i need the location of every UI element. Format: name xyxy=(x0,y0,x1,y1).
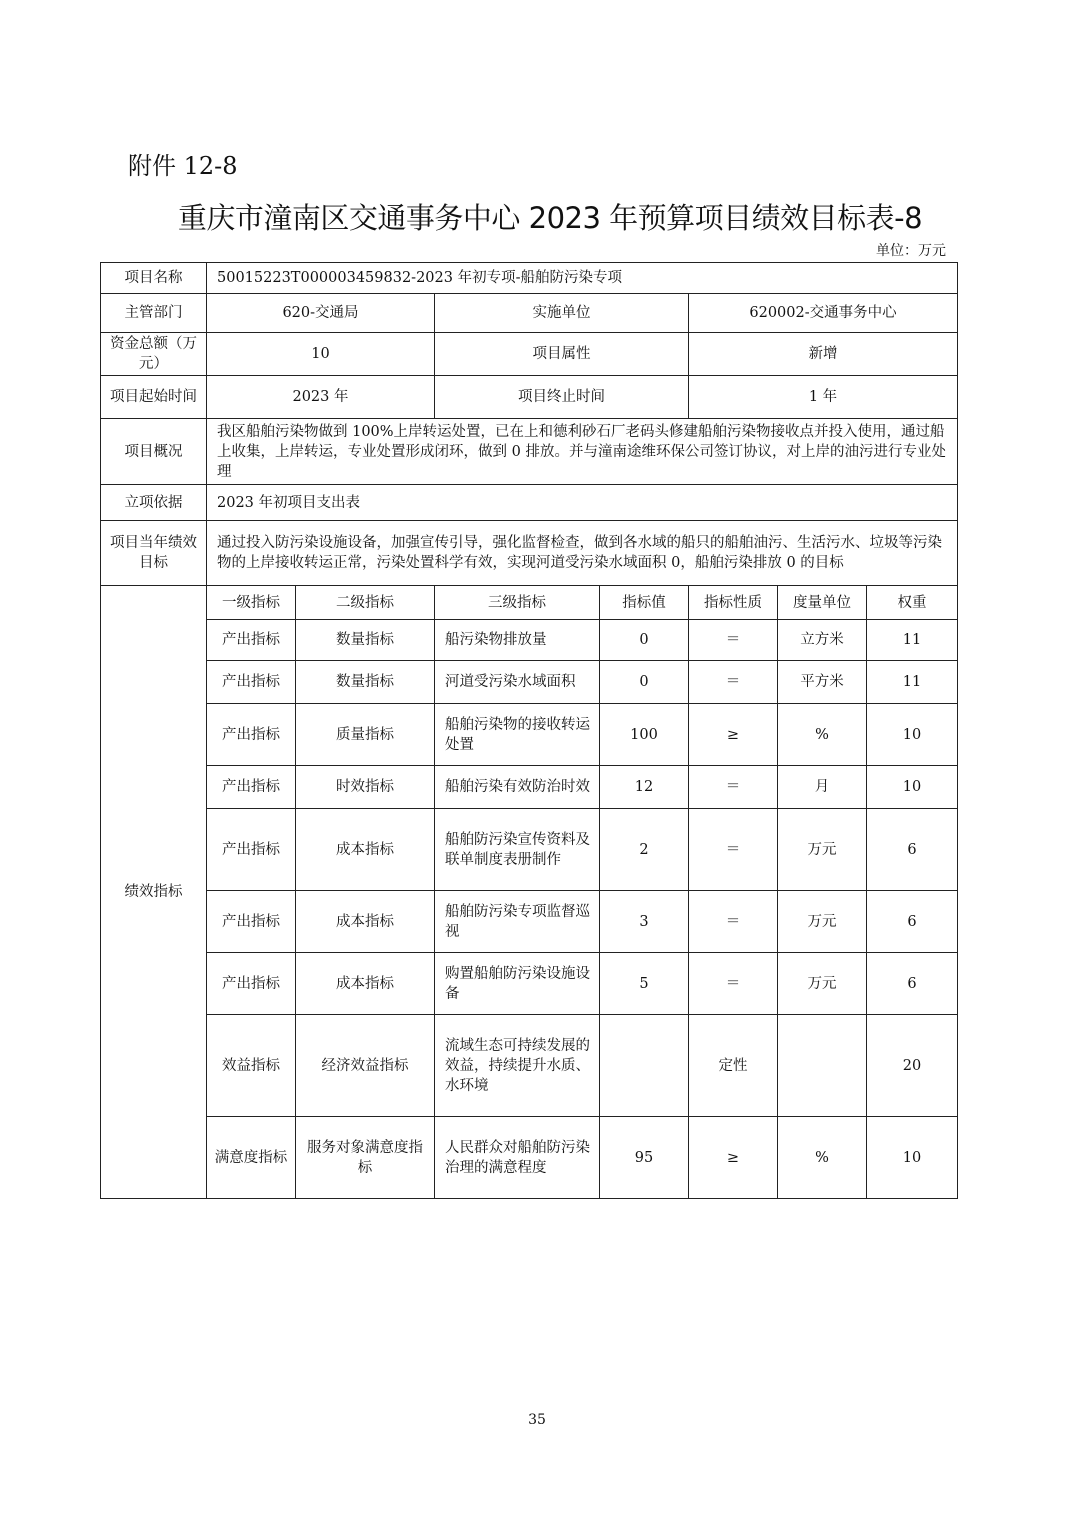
goal-value: 通过投入防污染设施设备，加强宣传引导，强化监督检查，做到各水域的船只的船舶油污、生活污水、垃圾等污染物的上岸接收转运正常，污染处置科学有效，实现河道受污染水域面积 0，船舶污染排放 0 的目标 xyxy=(207,521,958,586)
header-unit: 度量单位 xyxy=(778,586,867,620)
table-row xyxy=(101,1117,958,1199)
cell-level3: 船污染物排放量 xyxy=(435,620,600,661)
header-nature: 指标性质 xyxy=(689,586,778,620)
project-name-label: 项目名称 xyxy=(101,263,207,294)
dept-value: 620-交通局 xyxy=(207,294,435,333)
overview-label: 项目概况 xyxy=(101,419,207,485)
cell-unit: 万元 xyxy=(778,891,867,953)
cell-value: 0 xyxy=(600,620,689,661)
cell-level1: 产出指标 xyxy=(207,766,296,809)
page-title: 重庆市潼南区交通事务中心 2023 年预算项目绩效目标表-8 xyxy=(177,201,923,235)
cell-level1: 产出指标 xyxy=(207,809,296,891)
end-label: 项目终止时间 xyxy=(435,376,689,419)
cell-nature: ≥ xyxy=(689,1117,778,1199)
cell-level3: 船舶防污染宣传资料及联单制度表册制作 xyxy=(435,809,600,891)
cell-unit: 平方米 xyxy=(778,661,867,704)
cell-unit xyxy=(778,1015,867,1117)
cell-level2: 成本指标 xyxy=(296,953,435,1015)
cell-unit: % xyxy=(778,704,867,766)
page-number: 35 xyxy=(528,1412,546,1428)
performance-table xyxy=(100,262,958,1199)
cell-value: 95 xyxy=(600,1117,689,1199)
cell-nature: ≥ xyxy=(689,704,778,766)
cell-value: 0 xyxy=(600,661,689,704)
header-weight: 权重 xyxy=(867,586,958,620)
cell-unit: % xyxy=(778,1117,867,1199)
metrics-label: 绩效指标 xyxy=(101,586,207,1199)
basis-label: 立项依据 xyxy=(101,485,207,521)
cell-nature: ＝ xyxy=(689,620,778,661)
fund-label: 资金总额（万元） xyxy=(101,333,207,376)
dept-label: 主管部门 xyxy=(101,294,207,333)
cell-level2: 服务对象满意度指标 xyxy=(296,1117,435,1199)
attr-label: 项目属性 xyxy=(435,333,689,376)
header-value: 指标值 xyxy=(600,586,689,620)
cell-level1: 产出指标 xyxy=(207,661,296,704)
end-value: 1 年 xyxy=(689,376,958,419)
cell-level3: 购置船舶防污染设施设备 xyxy=(435,953,600,1015)
cell-level2: 成本指标 xyxy=(296,891,435,953)
cell-nature: ＝ xyxy=(689,953,778,1015)
header-level2: 二级指标 xyxy=(296,586,435,620)
impl-label: 实施单位 xyxy=(435,294,689,333)
cell-value: 12 xyxy=(600,766,689,809)
goal-label: 项目当年绩效目标 xyxy=(101,521,207,586)
start-label: 项目起始时间 xyxy=(101,376,207,419)
unit-label: 单位：万元 xyxy=(876,243,946,259)
table-row xyxy=(101,809,958,891)
table-row xyxy=(101,891,958,953)
cell-level1: 满意度指标 xyxy=(207,1117,296,1199)
cell-nature: ＝ xyxy=(689,661,778,704)
cell-level1: 产出指标 xyxy=(207,891,296,953)
table-row xyxy=(101,704,958,766)
cell-weight: 11 xyxy=(867,661,958,704)
cell-weight: 6 xyxy=(867,809,958,891)
impl-value: 620002-交通事务中心 xyxy=(689,294,958,333)
cell-level2: 数量指标 xyxy=(296,620,435,661)
cell-level3: 流域生态可持续发展的效益，持续提升水质、水环境 xyxy=(435,1015,600,1117)
cell-level2: 成本指标 xyxy=(296,809,435,891)
cell-nature: ＝ xyxy=(689,891,778,953)
cell-level3: 人民群众对船舶防污染治理的满意程度 xyxy=(435,1117,600,1199)
cell-level1: 产出指标 xyxy=(207,620,296,661)
header-level3: 三级指标 xyxy=(435,586,600,620)
fund-value: 10 xyxy=(207,333,435,376)
cell-level3: 船舶防污染专项监督巡视 xyxy=(435,891,600,953)
cell-unit: 万元 xyxy=(778,953,867,1015)
cell-weight: 20 xyxy=(867,1015,958,1117)
cell-level2: 质量指标 xyxy=(296,704,435,766)
cell-value: 100 xyxy=(600,704,689,766)
cell-level1: 产出指标 xyxy=(207,953,296,1015)
cell-weight: 10 xyxy=(867,766,958,809)
cell-level2: 数量指标 xyxy=(296,661,435,704)
cell-weight: 11 xyxy=(867,620,958,661)
header-level1: 一级指标 xyxy=(207,586,296,620)
cell-level1: 产出指标 xyxy=(207,704,296,766)
table-row xyxy=(101,661,958,704)
basis-value: 2023 年初项目支出表 xyxy=(207,485,958,521)
table-row xyxy=(101,1015,958,1117)
cell-weight: 10 xyxy=(867,704,958,766)
attr-value: 新增 xyxy=(689,333,958,376)
cell-nature: ＝ xyxy=(689,766,778,809)
cell-weight: 6 xyxy=(867,953,958,1015)
project-name-value: 50015223T000003459832-2023 年初专项-船舶防污染专项 xyxy=(207,263,958,294)
overview-value: 我区船舶污染物做到 100%上岸转运处置，已在上和德利砂石厂老码头修建船舶污染物接收点并投入使用，通过船上收集，上岸转运，专业处置形成闭环，做到 0 排放。并与潼南途维环保公司签订协议，对上岸的油污进行专业处理 xyxy=(207,419,958,485)
cell-level3: 河道受污染水域面积 xyxy=(435,661,600,704)
cell-value: 2 xyxy=(600,809,689,891)
cell-nature: ＝ xyxy=(689,809,778,891)
cell-weight: 10 xyxy=(867,1117,958,1199)
cell-value: 3 xyxy=(600,891,689,953)
start-value: 2023 年 xyxy=(207,376,435,419)
cell-value: 5 xyxy=(600,953,689,1015)
cell-unit: 立方米 xyxy=(778,620,867,661)
cell-level3: 船舶污染有效防治时效 xyxy=(435,766,600,809)
attachment-label: 附件 12-8 xyxy=(128,152,238,180)
table-row xyxy=(101,953,958,1015)
cell-value xyxy=(600,1015,689,1117)
cell-level2: 时效指标 xyxy=(296,766,435,809)
cell-unit: 月 xyxy=(778,766,867,809)
cell-level1: 效益指标 xyxy=(207,1015,296,1117)
cell-weight: 6 xyxy=(867,891,958,953)
cell-unit: 万元 xyxy=(778,809,867,891)
cell-level2: 经济效益指标 xyxy=(296,1015,435,1117)
cell-nature: 定性 xyxy=(689,1015,778,1117)
cell-level3: 船舶污染物的接收转运处置 xyxy=(435,704,600,766)
metrics-header-row xyxy=(101,586,958,620)
table-row xyxy=(101,620,958,661)
table-row xyxy=(101,766,958,809)
